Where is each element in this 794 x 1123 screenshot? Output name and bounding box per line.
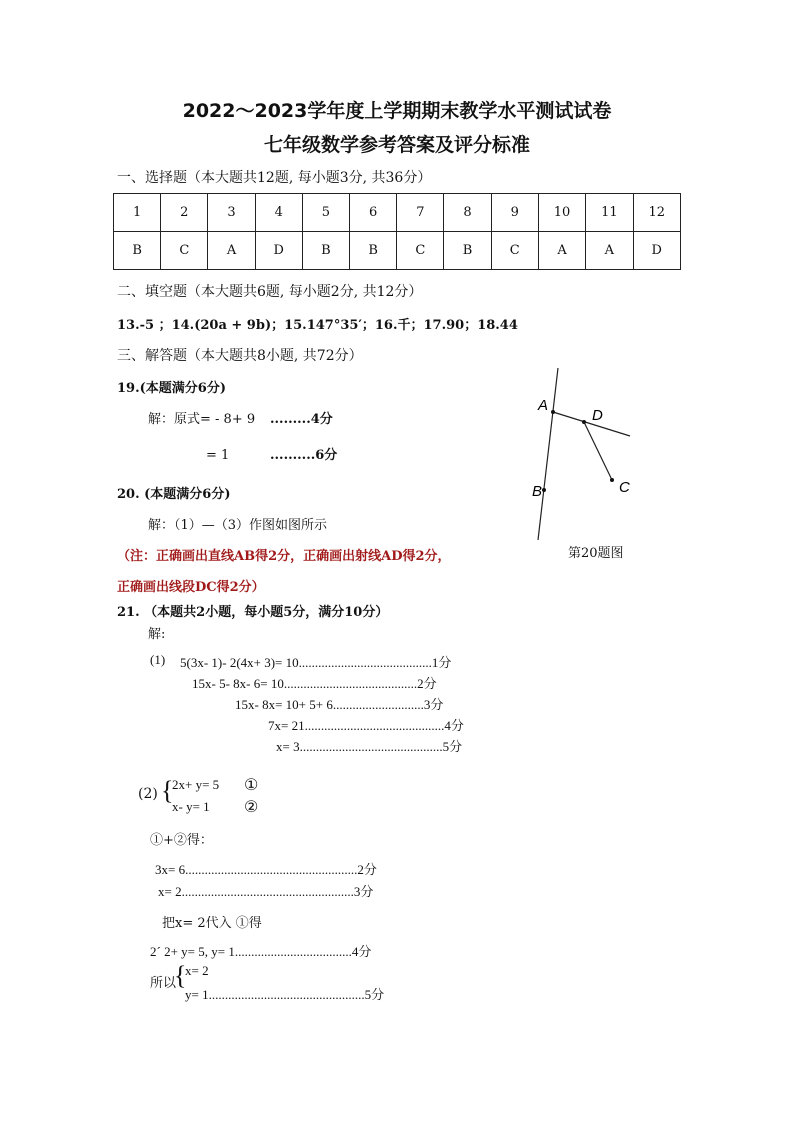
answer-number-cell: 8 xyxy=(444,194,491,232)
answer-number-cell: 12 xyxy=(633,194,680,232)
answer-letter-cell: A xyxy=(208,232,255,270)
add-step: ①+②得： xyxy=(150,833,213,848)
part1-line: 15x- 8x= 10+ 5+ 6............................3分 xyxy=(235,697,444,712)
part1-line: 7x= 21...........................................4分 xyxy=(268,718,464,733)
system-eq1: 2x+ y= 5 xyxy=(172,777,220,792)
q21-title: 21. （本题共2小题，每小题5分，满分10分） xyxy=(117,605,389,620)
system-brace: { xyxy=(161,776,174,805)
part2-label: (2) xyxy=(138,786,158,802)
label-d: D xyxy=(592,407,603,424)
section2-heading: 二、填空题（本大题共6题, 每小题2分, 共12分） xyxy=(117,284,423,300)
answer-letter-row xyxy=(114,232,681,270)
final-eq1: x= 2 xyxy=(185,963,209,978)
answer-letter-cell: B xyxy=(114,232,161,270)
label-c: C xyxy=(619,479,630,496)
part1-line: 5(3x- 1)- 2(4x+ 3)= 10.........................................1分 xyxy=(180,655,452,670)
answer-letter-cell: D xyxy=(633,232,680,270)
q20-line1: 解：（1）—（3）作图如图所示 xyxy=(148,518,328,533)
q20-note2: 正确画出线段DC得2分） xyxy=(117,580,265,595)
q20-figure xyxy=(520,360,650,545)
q19-score2: ..........6分 xyxy=(270,448,338,463)
label-a: A xyxy=(538,397,549,414)
point-d xyxy=(582,420,586,424)
answer-letter-cell: B xyxy=(350,232,397,270)
q20-title: 20. (本题满分6分) xyxy=(117,487,231,502)
q19-title: 19.(本题满分6分) xyxy=(117,381,226,396)
part1-line: 15x- 5- 8x- 6= 10.........................................2分 xyxy=(192,676,437,691)
answer-letter-cell: C xyxy=(397,232,444,270)
step-line: x= 2.....................................................3分 xyxy=(158,884,374,899)
line-ab xyxy=(538,368,558,540)
system-eq2-mark: ② xyxy=(244,797,259,816)
answer-letter-cell: B xyxy=(444,232,491,270)
substitute-step: 把x= 2代入 ①得 xyxy=(162,916,262,931)
answer-number-cell: 10 xyxy=(538,194,585,232)
answer-number-cell: 1 xyxy=(114,194,161,232)
answer-letter-cell: C xyxy=(491,232,538,270)
point-c xyxy=(610,478,614,482)
answer-number-cell: 3 xyxy=(208,194,255,232)
answer-number-cell: 9 xyxy=(491,194,538,232)
point-b xyxy=(542,488,546,492)
step-line: 3x= 6.....................................................2分 xyxy=(155,862,377,877)
answer-number-cell: 11 xyxy=(586,194,633,232)
answer-number-cell: 5 xyxy=(302,194,349,232)
fill-in-answers: 13.-5 ；14.(20a + 9b)；15.147°35′；16.千；17.90；18.44 xyxy=(117,318,518,333)
answer-letter-cell: A xyxy=(586,232,633,270)
final-brace: { xyxy=(174,961,187,990)
q19-line1: 解：原式= - 8+ 9 xyxy=(148,412,256,427)
answer-number-row xyxy=(114,194,681,232)
answer-letter-cell: B xyxy=(302,232,349,270)
answer-number-cell: 2 xyxy=(161,194,208,232)
answer-letter-cell: A xyxy=(538,232,585,270)
q19-line2: = 1 xyxy=(206,448,230,463)
section1-heading: 一、选择题（本大题共12题, 每小题3分, 共36分） xyxy=(117,170,432,186)
page-subtitle: 七年级数学参考答案及评分标准 xyxy=(263,134,530,156)
figure-caption: 第20题图 xyxy=(568,546,624,561)
q21-solve: 解: xyxy=(148,627,166,642)
page-title: 2022～2023学年度上学期期末教学水平测试试卷 xyxy=(182,100,612,122)
segment-dc xyxy=(584,422,612,480)
so-label: 所以 xyxy=(150,976,177,991)
q19-score1: .........4分 xyxy=(270,412,333,427)
answer-number-cell: 6 xyxy=(350,194,397,232)
substitute-line: 2´ 2+ y= 5, y= 1....................................4分 xyxy=(150,944,372,959)
part1-line: x= 3............................................5分 xyxy=(276,739,463,754)
final-eq2: y= 1................................................5分 xyxy=(185,987,385,1002)
answer-number-cell: 7 xyxy=(397,194,444,232)
section3-heading: 三、解答题（本大题共8小题, 共72分） xyxy=(117,348,363,364)
answer-table xyxy=(113,193,681,270)
system-eq1-mark: ① xyxy=(244,775,259,794)
label-b: B xyxy=(532,483,543,500)
system-eq2: x- y= 1 xyxy=(172,799,210,814)
answer-letter-cell: C xyxy=(161,232,208,270)
answer-number-cell: 4 xyxy=(255,194,302,232)
point-a xyxy=(551,410,555,414)
q20-note1: （注：正确画出直线AB得2分，正确画出射线AD得2分， xyxy=(117,549,451,564)
part1-label: (1) xyxy=(150,652,166,667)
answer-letter-cell: D xyxy=(255,232,302,270)
